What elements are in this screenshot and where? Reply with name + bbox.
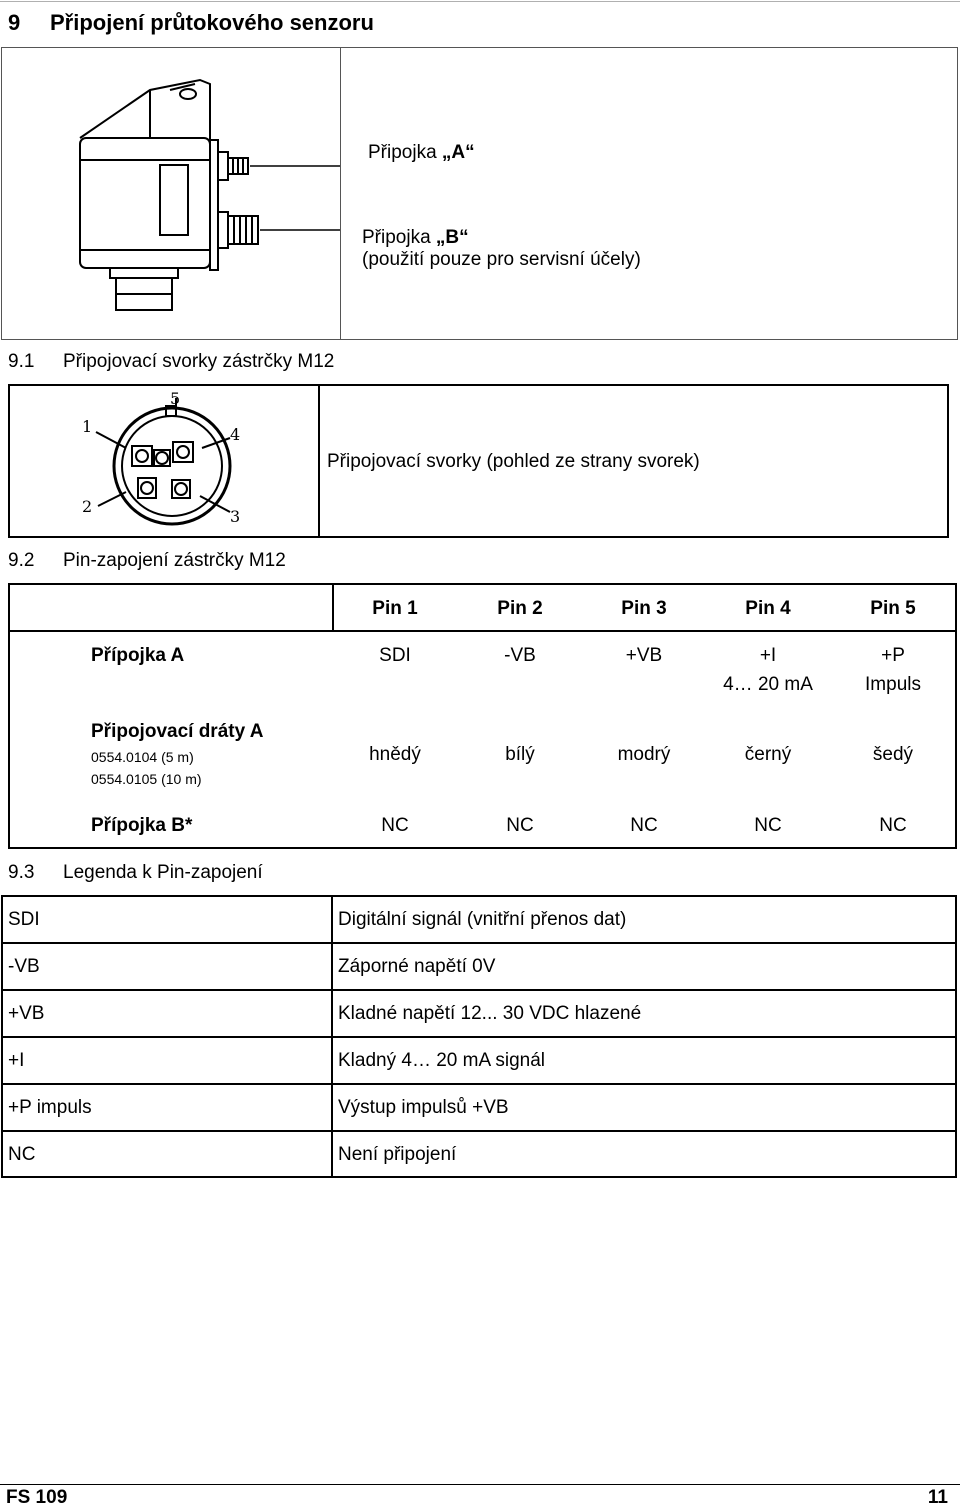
row-a-pin-4: +I xyxy=(759,645,777,666)
footer-page-number: 11 xyxy=(927,1487,948,1508)
row-wires-pin-2: bílý xyxy=(505,744,535,765)
connector-a-label-letter: „A“ xyxy=(441,142,475,163)
legend-term-sdi: SDI xyxy=(8,909,40,930)
m12-pin-diagram xyxy=(80,388,250,528)
row-b-pin-3: NC xyxy=(630,815,658,836)
legend-rule-3 xyxy=(1,1036,957,1038)
pin-table-header-rule xyxy=(8,630,957,632)
row-wires-pin-3: modrý xyxy=(617,744,671,765)
legend-desc-plus-p: Výstup impulsů +VB xyxy=(338,1097,509,1118)
flow-sensor-drawing xyxy=(60,70,340,320)
row-wires-pin-4: černý xyxy=(744,744,792,765)
pin-number-1: 1 xyxy=(82,417,93,436)
pin-number-5: 5 xyxy=(170,389,181,408)
row-wires-pin-5: šedý xyxy=(872,744,914,765)
row-a-pin-1: SDI xyxy=(379,645,411,666)
section-9-3-title: Legenda k Pin-zapojení xyxy=(63,862,263,883)
footer-doc-id: FS 109 xyxy=(6,1487,68,1508)
header-pin-4: Pin 4 xyxy=(745,598,791,619)
legend-term-nc: NC xyxy=(8,1144,36,1165)
row-b-pin-5: NC xyxy=(879,815,907,836)
section-9-title: Připojení průtokového senzoru xyxy=(50,10,374,35)
header-pin-2: Pin 2 xyxy=(497,598,543,619)
legend-desc-sdi: Digitální signál (vnitřní přenos dat) xyxy=(338,909,627,930)
row-b-pin-2: NC xyxy=(506,815,534,836)
section-9-1-number: 9.1 xyxy=(8,351,35,372)
legend-rule-4 xyxy=(1,1083,957,1085)
legend-rule-5 xyxy=(1,1130,957,1132)
section-9-2-title: Pin-zapojení zástrčky M12 xyxy=(63,550,286,571)
legend-rule-2 xyxy=(1,989,957,991)
pin-diagram-caption: Připojovací svorky (pohled ze strany svorek) xyxy=(327,451,700,472)
pin-table-header-divider xyxy=(332,583,334,631)
section-9-1-title: Připojovací svorky zástrčky M12 xyxy=(63,351,335,372)
legend-desc-plus-vb: Kladné napětí 12... 30 VDC hlazené xyxy=(338,1003,642,1024)
connector-b-label-prefix: Připojka xyxy=(362,227,436,248)
legend-term-plus-i: +I xyxy=(8,1050,25,1071)
footer-rule xyxy=(0,1484,960,1485)
pin-diagram-divider xyxy=(318,384,320,538)
legend-rule-1 xyxy=(1,942,957,944)
connector-b-label-letter: „B“ xyxy=(435,227,469,248)
pin-number-4: 4 xyxy=(230,425,241,444)
row-wires-pin-1: hnědý xyxy=(369,744,421,765)
row-a-label: Přípojka A xyxy=(91,645,185,666)
section-9-number: 9 xyxy=(8,10,21,35)
row-a-pin-5-sub: Impuls xyxy=(865,674,921,695)
row-b-pin-1: NC xyxy=(381,815,409,836)
section-9-2-number: 9.2 xyxy=(8,550,35,571)
row-b-label: Přípojka B* xyxy=(91,815,193,836)
legend-term-minus-vb: -VB xyxy=(8,956,40,977)
connector-b-label xyxy=(362,227,469,249)
header-pin-5: Pin 5 xyxy=(870,598,916,619)
legend-term-plus-p: +P impuls xyxy=(8,1097,92,1118)
legend-term-plus-vb: +VB xyxy=(8,1003,45,1024)
row-b-pin-4: NC xyxy=(754,815,782,836)
legend-desc-minus-vb: Záporné napětí 0V xyxy=(338,956,496,977)
pin-number-2: 2 xyxy=(82,497,93,516)
section-9-3-number: 9.3 xyxy=(8,862,35,883)
header-pin-3: Pin 3 xyxy=(621,598,667,619)
row-wires-code-2: 0554.0105 (10 m) xyxy=(91,771,202,787)
row-a-pin-5: +P xyxy=(881,645,905,666)
connector-b-note: (použití pouze pro servisní účely) xyxy=(362,249,641,270)
pin-table xyxy=(8,583,957,849)
row-wires-code-1: 0554.0104 (5 m) xyxy=(91,749,194,765)
header-pin-1: Pin 1 xyxy=(372,598,418,619)
legend-desc-nc: Není připojení xyxy=(338,1144,457,1165)
row-a-pin-4-sub: 4… 20 mA xyxy=(723,674,813,695)
row-a-pin-3: +VB xyxy=(625,645,663,666)
pin-number-3: 3 xyxy=(230,507,241,526)
connector-a-label xyxy=(368,142,475,164)
legend-desc-plus-i: Kladný 4… 20 mA signál xyxy=(338,1050,546,1071)
connector-a-label-prefix: Připojka xyxy=(368,142,442,163)
row-a-pin-2: -VB xyxy=(504,645,536,666)
header-rule xyxy=(0,1,960,2)
row-wires-label: Připojovací dráty A xyxy=(91,721,264,742)
sensor-figure-divider xyxy=(340,47,341,340)
